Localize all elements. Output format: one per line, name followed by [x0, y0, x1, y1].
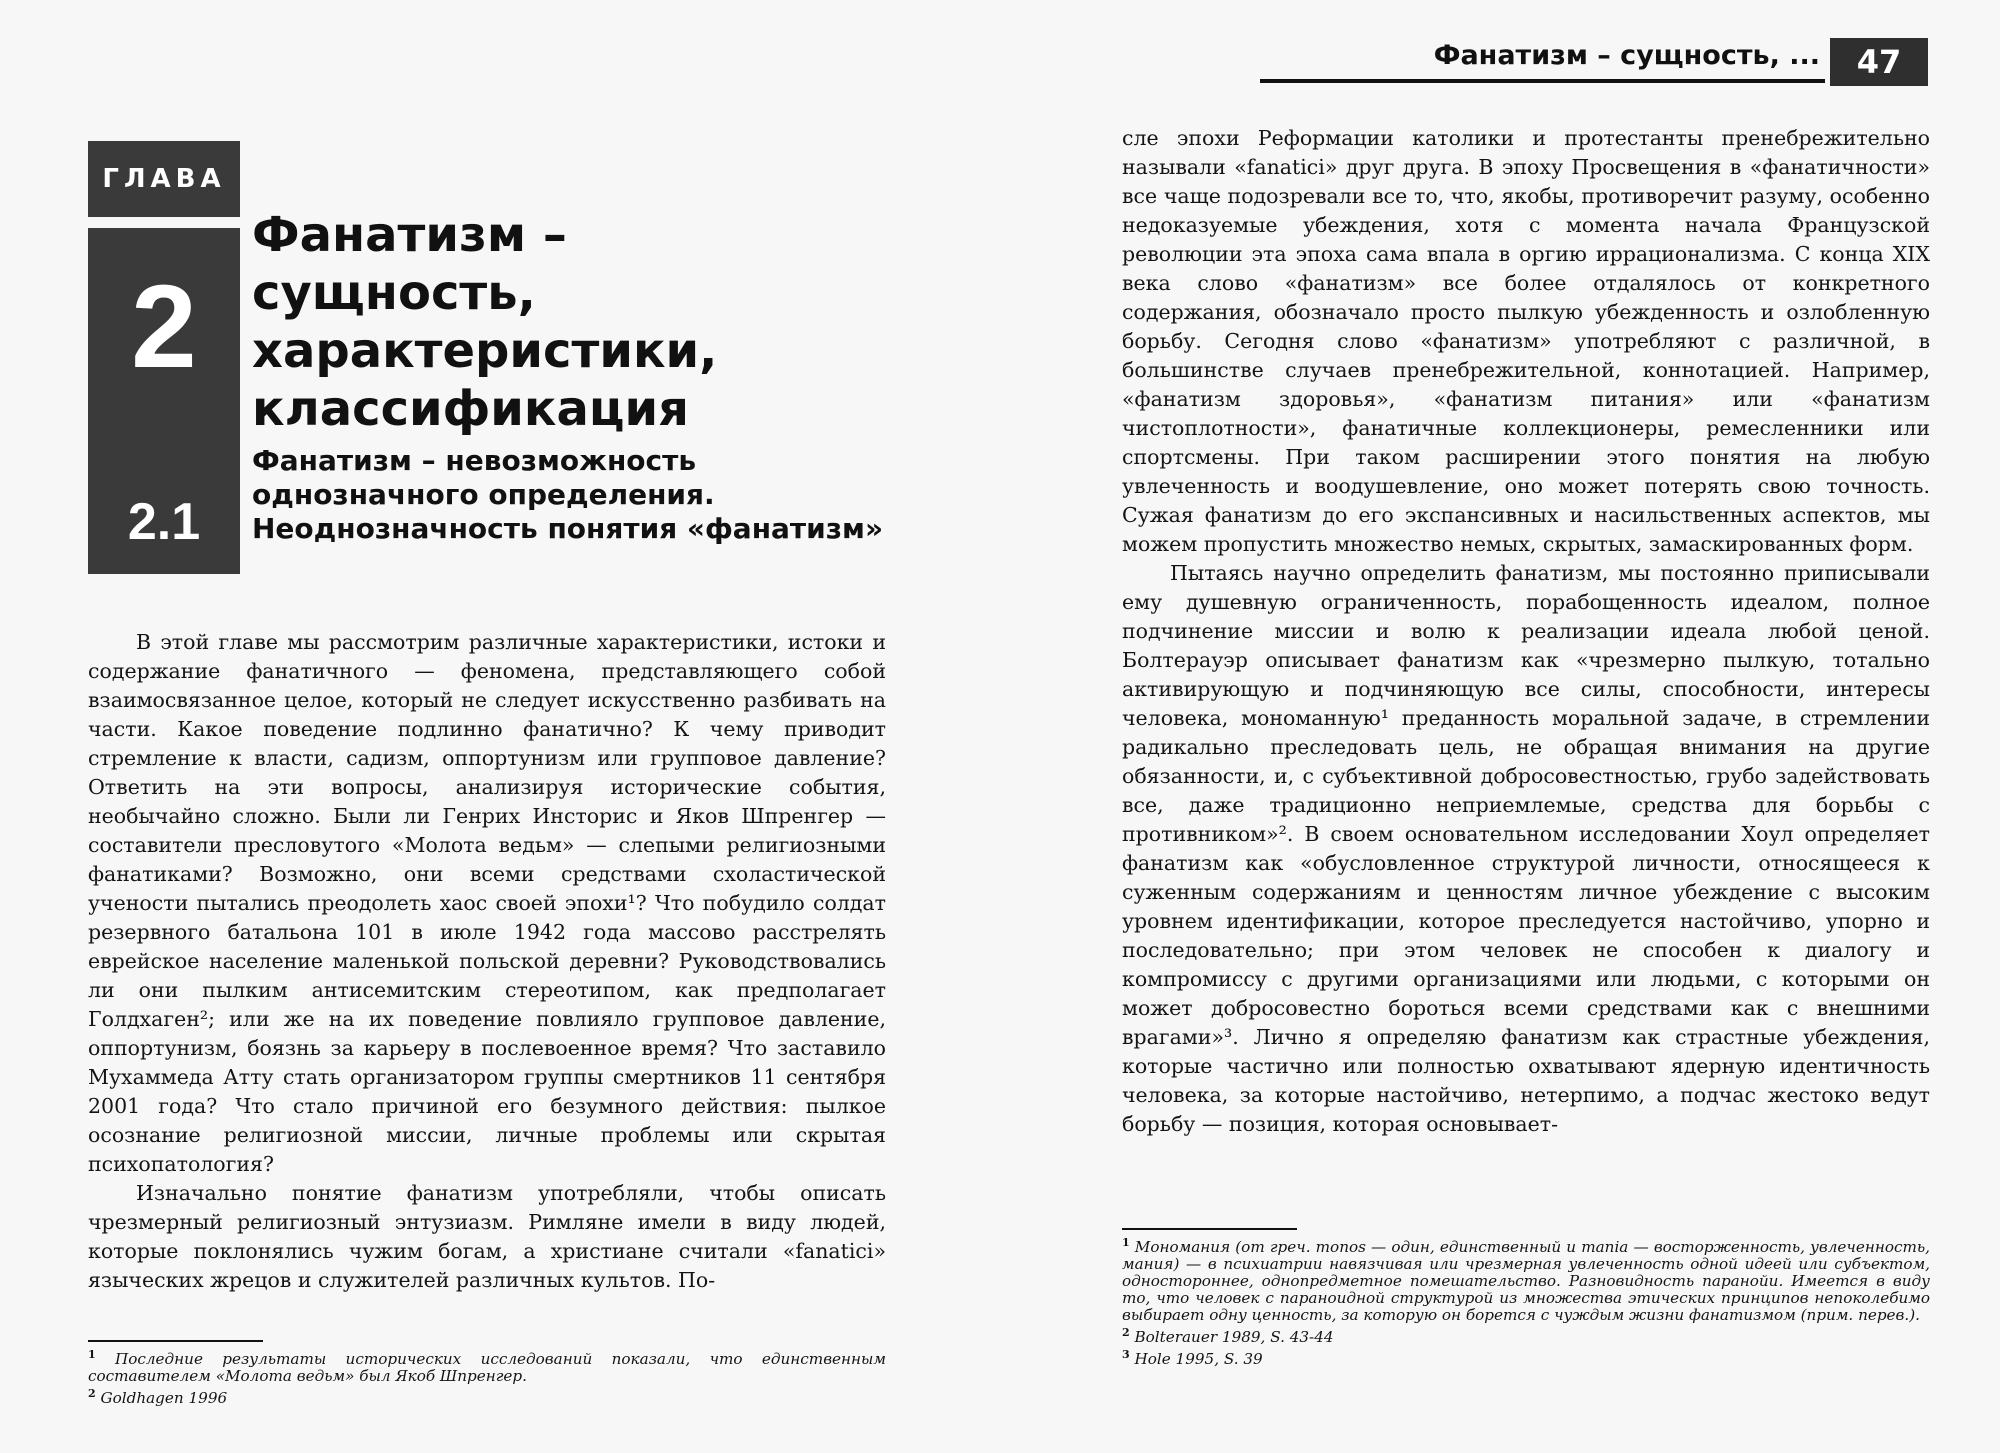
header-rule [1260, 79, 1825, 83]
chapter-label: ГЛАВА [88, 141, 240, 217]
paragraph: В этой главе мы рассмотрим различные характеристики, истоки и содержание фанатичного — феномена, представляющего собой взаимосвязанное целое, который не следует искусственно разбивать на части. Какое поведение подлинно фанатично? К чему приводит стремление к власти, садизм, оппортунизм или групповое давление? Ответить на эти вопросы, анализируя исторические события, необычайно сложно. Были ли Генрих Инсторис и Яков Шпренгер — составители пресловутого «Молота ведьм» — слепыми религиозными фанатиками? Возможно, они всеми средствами схоластической учености пытались преодолеть хаос своей эпохи¹? Что побудило солдат резервного батальона 101 в июле 1942 года массово расстрелять еврейское население маленькой польской деревни? Руководствовались ли они пылким антисемитским стереотипом, как предполагает Голдхаген²; или же на их поведение повлияло групповое давление, оппортунизм, боязнь за карьеру в послевоенное время? Что заставило Мухаммеда Атту стать организатором группы смертников 11 сентября 2001 года? Что стало причиной его безумного действия: пылкое осознание религиозной миссии, личные проблемы или скрытая психопатология? [88, 630, 886, 1176]
left-body-text [88, 628, 886, 1295]
right-footnotes [1122, 1234, 1930, 1368]
left-footnotes [88, 1346, 886, 1407]
paragraph: Пытаясь научно определить фанатизм, мы постоянно приписывали ему душевную ограниченность, порабощенность идеалом, полное подчинение миссии и волю к реализации идеала любой ценой. Болтерауэр описывает фанатизм как «чрезмерно пылкую, тотально активирующую и подчиняющую все силы, способности, интересы человека, мономанную¹ преданность моральной задаче, в стремлении радикально преследовать цель, не обращая внимания на другие обязанности, и, с субъективной добросовестностью, грубо задействовать все, даже традиционно неприемлемые, средства для борьбы с противником»². В своем основательном исследовании Хоул определяет фанатизм как «обусловленное структурой личности, относящееся к суженным содержаниям и ценностям личное убеждение с высоким уровнем идентификации, которое преследуется настойчиво, упорно и последовательно; при этом человек не способен к диалогу и компромиссу с другими организациями или людьми, с которыми он может добросовестно бороться всеми средствами как с внешними врагами»³. Лично я определяю фанатизм как страстные убеждения, которые частично или полностью охватывают ядерную идентичность человека, за которые настойчиво, нетерпимо, а подчас жестоко ведут борьбу — позиция, которая основывает- [1122, 561, 1930, 1136]
footnote [88, 1346, 886, 1385]
footnote [1122, 1234, 1930, 1324]
footnote-mark: 3 [1122, 1348, 1130, 1362]
footnote [88, 1385, 886, 1407]
footnote-text: Hole 1995, S. 39 [1134, 1350, 1263, 1369]
footnote-text: Goldhagen 1996 [100, 1389, 228, 1408]
footnote [1122, 1346, 1930, 1368]
chapter-number: 2 [131, 261, 197, 393]
chapter-number-box [88, 228, 240, 574]
paragraph: Изначально понятие фанатизм употребляли, чтобы описать чрезмерный религиозный энтузиазм. Римляне имели в виду людей, которые поклонялись чужим богам, а христиане считали «fanatici» языческих жрецов и служителей различных культов. По- [88, 1181, 886, 1292]
footnote-mark: 2 [88, 1387, 96, 1401]
page-number: 47 [1830, 38, 1928, 86]
right-body-text [1122, 124, 1930, 1139]
footnote-mark: 2 [1122, 1326, 1130, 1340]
section-number: 2.1 [127, 493, 201, 551]
paragraph: сле эпохи Реформации католики и протестанты пренебрежительно называли «fanatici» друг друга. В эпоху Просвещения в «фанатичности» все чаще подозревали все то, что, якобы, противоречит разуму, особенно недоказуемые убеждения, хотя с момента начала Французской революции эта эпоха сама впала в оргию иррационализма. С конца XIX века слово «фанатизм» все более отдалялось от конкретного содержания, обозначало просто пылкую убежденность и озлобленную борьбу. Сегодня слово «фанатизм» употребляют с различной, в большинстве случаев пренебрежительной, коннотацией. Например, «фанатизм здоровья», «фанатизм питания» или «фанатизм чистоплотности», фанатичные коллекционеры, ремесленники или спортсмены. При таком расширении этого понятия на любую увлеченность и воодушевление, оно может потерять свою точность. Сужая фанатизм до его экспансивных и насильственных аспектов, мы можем пропустить множество немых, скрытых, замаскированных форм. [1122, 126, 1930, 556]
section-title: Фанатизм – невозможность однозначного определения. Неоднозначность понятия «фанатизм» [252, 444, 884, 545]
footnote-text: Мономания (от греч. monos — один, единственный и mania — восторженность, увлеченность, мания) — в психиатрии навязчивая или чрезмерная увлеченность одной идеей или субъектом, одностороннее, однопредметное помешательство. Разновидность паранойи. Имеется в виду то, что человек с параноидной структурой из множества этических принципов непоколебимо выбирает одну ценность, за которую он борется с чуждым жизни фанатизмом (прим. перев.). [1122, 1238, 1931, 1325]
footnote [1122, 1324, 1930, 1346]
footnote-mark: 1 [1122, 1236, 1130, 1249]
chapter-title: Фанатизм – сущность, характеристики, классификация [252, 207, 718, 437]
footnote-text: Последние результаты исторических исследований показали, что единственным составителем «Молота ведьм» был Якоб Шпренгер. [88, 1350, 886, 1386]
footnote-rule [88, 1340, 263, 1342]
running-title: Фанатизм – сущность, ... [1433, 40, 1820, 71]
footnote-rule [1122, 1228, 1297, 1230]
footnote-mark: 1 [88, 1348, 96, 1361]
footnote-text: Bolterauer 1989, S. 43-44 [1134, 1328, 1334, 1347]
